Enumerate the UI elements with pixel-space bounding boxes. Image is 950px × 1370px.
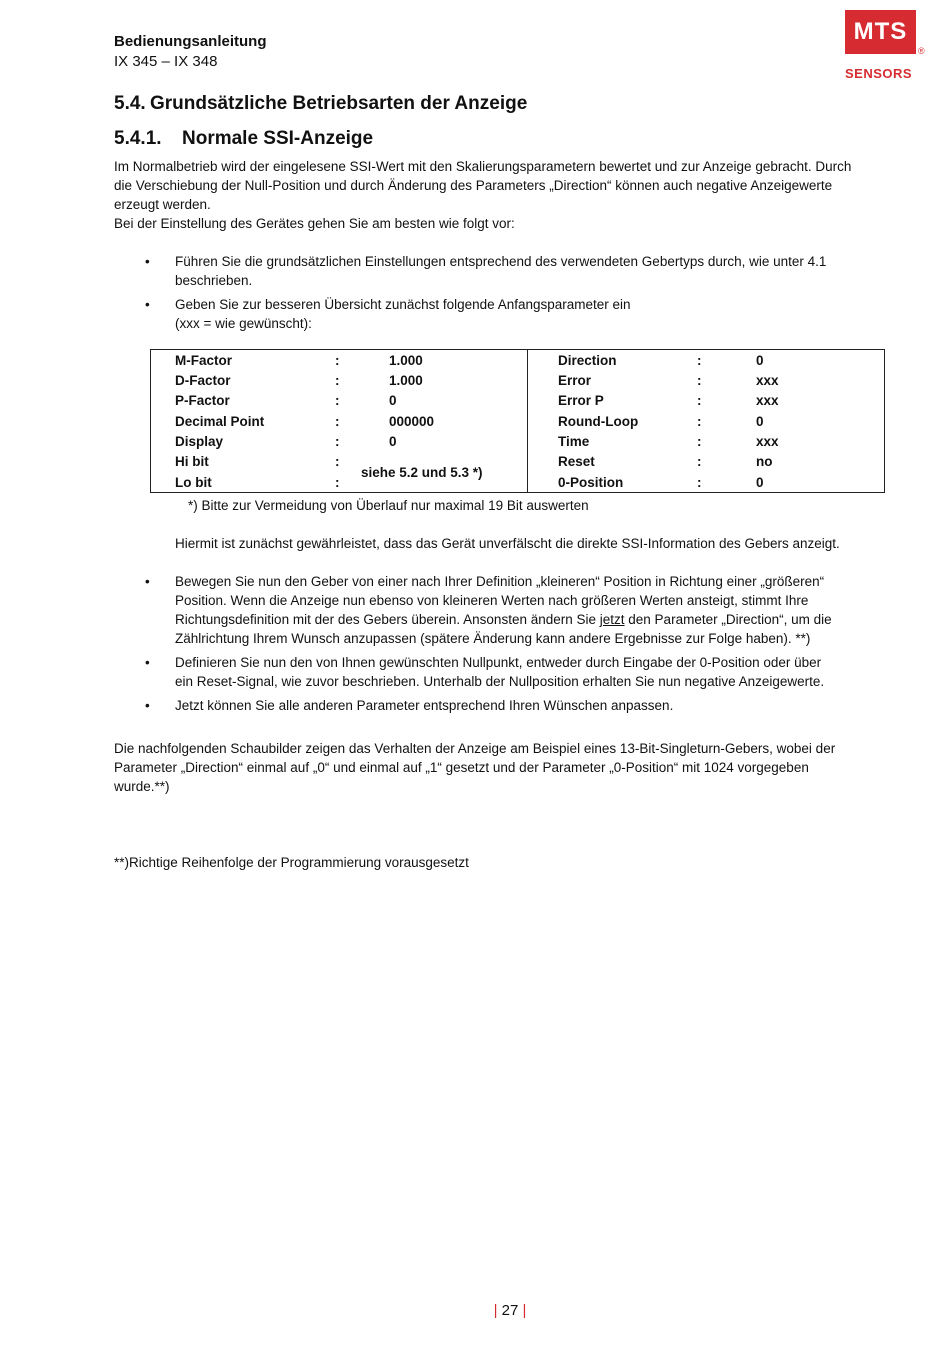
parameter-table [150,349,885,493]
bullet-3-line-2: Position. Wenn die Anzeige nun ebenso von kleineren Werten nach größeren Werten ansteigt, stimmt Ihre [175,593,809,608]
page-number [0,1301,950,1320]
section-number: 5.4. [114,93,146,114]
param-colon: : [697,414,702,429]
bullet-2-line-2: (xxx = wie gewünscht): [175,316,312,331]
bullet-5-line-1: Jetzt können Sie alle anderen Parameter entsprechend Ihren Wünschen anpassen. [175,698,674,713]
subsection-title: Normale SSI-Anzeige [182,128,374,149]
param-colon: : [335,373,340,388]
param-value: 0 [756,353,764,368]
intro-line-1: Im Normalbetrieb wird der eingelesene SSI-Wert mit den Skalierungsparametern bewertet und zur Anzeige gebracht. Durch [114,159,852,174]
param-name: Decimal Point [175,414,265,429]
bullet-marker: • [145,297,150,312]
param-value: no [756,454,773,469]
param-colon: : [697,393,702,408]
double-star-footnote: **)Richtige Reihenfolge der Programmierung vorausgesetzt [114,855,469,870]
bullet-marker: • [145,254,150,269]
text-segment: Richtungsdefinition mit der des Gebers überein. Ansonsten ändern Sie [175,612,600,627]
param-value: 0 [389,393,397,408]
param-colon: : [335,414,340,429]
param-value: 1.000 [389,353,423,368]
verification-note: Hiermit ist zunächst gewährleistet, dass das Gerät unverfälscht die direkte SSI-Information des Gebers anzeigt. [175,536,840,551]
param-name: D-Factor [175,373,231,388]
intro-line-2: die Verschiebung der Null-Position und durch Änderung des Parameters „Direction“ können auch negative Anzeigewerte [114,178,833,193]
logo-registered-mark: ® [918,46,925,56]
mts-sensors-logo [845,10,935,84]
bullet-3-line-3 [175,610,865,629]
hi-lo-bit-value: siehe 5.2 und 5.3 *) [361,465,483,480]
param-colon: : [335,434,340,449]
document-subtitle: IX 345 – IX 348 [114,53,218,70]
param-value: 0 [389,434,397,449]
section-title: Grundsätzliche Betriebsarten der Anzeige [150,93,528,114]
bullet-4-line-2: ein Reset-Signal, wie zuvor beschrieben. Unterhalb der Nullposition erhalten Sie nun negative Anzeigewerte. [175,674,825,689]
subsection-heading [114,127,373,151]
param-name: Display [175,434,224,449]
param-colon: : [697,475,702,490]
closing-line-2: Parameter „Direction“ einmal auf „0“ und einmal auf „1“ gesetzt und der Parameter „0-Position“ mit 1024 vorgegeben [114,760,809,775]
document-title: Bedienungsanleitung [114,33,267,50]
param-value: 0 [756,475,764,490]
param-name: 0-Position [558,475,624,490]
bullet-marker: • [145,655,150,670]
page-bar-left: | [493,1302,498,1319]
bullet-marker: • [145,698,150,713]
param-colon: : [335,393,340,408]
intro-line-4: Bei der Einstellung des Gerätes gehen Sie am besten wie folgt vor: [114,216,515,231]
table-column-divider [527,350,528,492]
page-bar-right: | [522,1302,527,1319]
bullet-3-line-1: Bewegen Sie nun den Geber von einer nach Ihrer Definition „kleineren“ Position in Richtung einer „größeren“ [175,574,825,589]
param-colon: : [335,475,340,490]
param-name: M-Factor [175,353,232,368]
param-colon: : [697,434,702,449]
page-number-value: 27 [501,1302,519,1319]
param-value: 000000 [389,414,435,429]
param-name: Reset [558,454,595,469]
param-name: Error [558,373,592,388]
param-name: Round-Loop [558,414,639,429]
param-value: 0 [756,414,764,429]
bullet-2-line-1: Geben Sie zur besseren Übersicht zunächst folgende Anfangsparameter ein [175,297,631,312]
param-colon: : [697,373,702,388]
closing-line-1: Die nachfolgenden Schaubilder zeigen das Verhalten der Anzeige am Beispiel eines 13-Bit-Singleturn-Gebers, wobei der [114,741,836,756]
intro-line-3: erzeugt werden. [114,197,211,212]
param-value: xxx [756,393,779,408]
param-name: Error P [558,393,604,408]
closing-line-3: wurde.**) [114,779,170,794]
param-colon: : [697,454,702,469]
param-name: Lo bit [175,475,212,490]
table-footnote: *) Bitte zur Vermeidung von Überlauf nur maximal 19 Bit auswerten [188,498,589,513]
bullet-marker: • [145,574,150,589]
subsection-number: 5.4.1. [114,128,162,149]
param-colon: : [335,353,340,368]
param-name: Time [558,434,590,449]
bullet-4-line-1: Definieren Sie nun den von Ihnen gewünschten Nullpunkt, entweder durch Eingabe der 0-Position oder über [175,655,822,670]
param-value: 1.000 [389,373,423,388]
param-name: Hi bit [175,454,209,469]
param-value: xxx [756,373,779,388]
param-name: Direction [558,353,617,368]
logo-mts-text: MTS [845,10,916,54]
bullet-1-line-2: beschrieben. [175,273,253,288]
param-name: P-Factor [175,393,230,408]
text-segment: den Parameter „Direction“, um die [624,612,832,627]
bullet-3-line-4: Zählrichtung Ihrem Wunsch anzupassen (spätere Änderung kann andere Ergebnisse zur Folge haben). **) [175,631,811,646]
param-value: xxx [756,434,779,449]
section-heading [114,92,527,116]
logo-sensors-text: SENSORS [845,66,913,81]
underlined-word: jetzt [599,612,625,627]
param-colon: : [697,353,702,368]
bullet-1-line-1: Führen Sie die grundsätzlichen Einstellungen entsprechend des verwendeten Gebertyps durch, wie unter 4.1 [175,254,827,269]
param-colon: : [335,454,340,469]
